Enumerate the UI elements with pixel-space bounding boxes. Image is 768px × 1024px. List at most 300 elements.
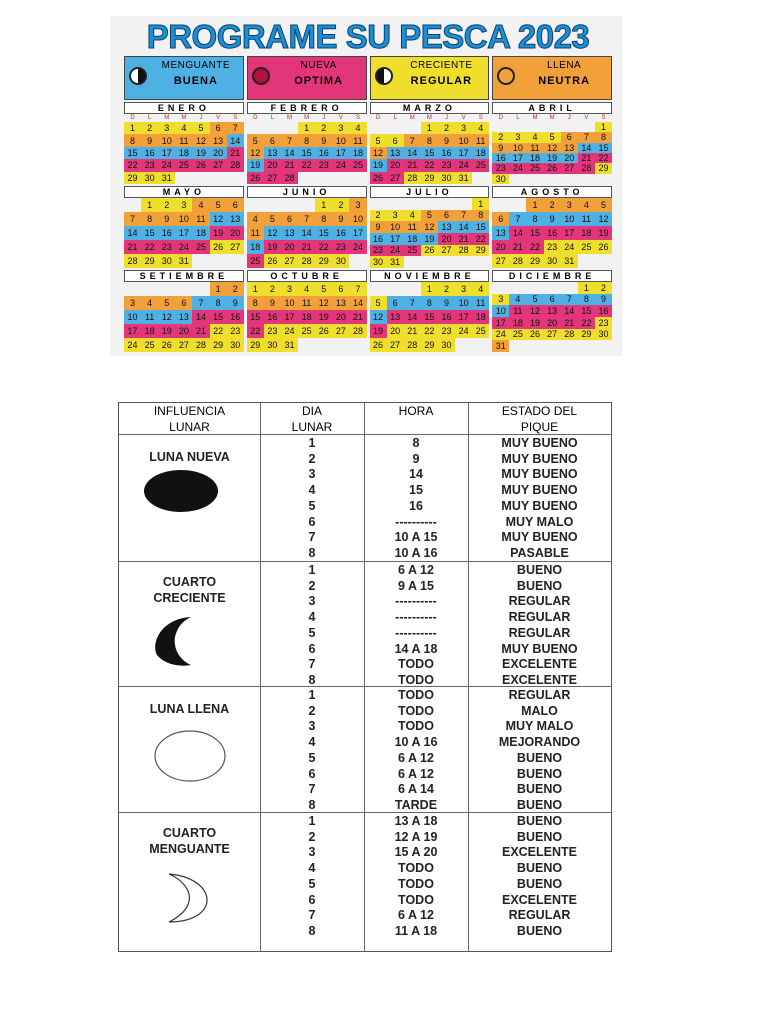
- calendar-day: 14: [578, 143, 595, 153]
- calendar-day: 18: [472, 147, 489, 159]
- lunar-day: 3: [308, 719, 316, 734]
- calendar-day: 12: [595, 212, 612, 226]
- calendar-day: 5: [192, 122, 209, 134]
- legend-rating: REGULAR: [410, 75, 473, 87]
- calendar-day: 23: [315, 159, 332, 171]
- calendar-day: 4: [192, 198, 209, 212]
- calendar-day: 8: [315, 212, 332, 226]
- calendar-day: 1: [526, 198, 543, 212]
- calendar-day: 18: [175, 147, 192, 159]
- weekday-label: D: [375, 115, 381, 121]
- bite-status: MUY MALO: [505, 719, 574, 734]
- calendar-day: 13: [175, 310, 192, 324]
- calendar-empty-cell: [578, 122, 595, 132]
- calendar-day: 19: [192, 147, 209, 159]
- calendar-day: 13: [227, 212, 244, 226]
- new-moon-icon: [252, 67, 270, 85]
- calendar-day: 9: [544, 212, 561, 226]
- calendar-day: 26: [370, 338, 387, 352]
- calendar-day: 1: [298, 122, 315, 134]
- calendar-day: 25: [404, 245, 421, 257]
- calendar-day: 28: [124, 254, 141, 268]
- fishing-hours: 10 A 16: [394, 545, 438, 560]
- calendar-day: 15: [526, 226, 543, 240]
- calendar-day: 24: [281, 324, 298, 338]
- lunar-day: 7: [308, 530, 316, 545]
- full-moon-icon: [152, 728, 228, 784]
- calendar-day: 6: [387, 134, 404, 146]
- calendar-day: 13: [438, 221, 455, 233]
- calendar-day: 25: [349, 159, 366, 171]
- calendar-day: 10: [281, 296, 298, 310]
- calendar-day: 30: [141, 172, 158, 184]
- calendar-day: 6: [544, 294, 561, 306]
- calendar-day: 13: [281, 226, 298, 240]
- calendar-empty-cell: [561, 282, 578, 294]
- calendar-day: 29: [578, 329, 595, 341]
- bite-status: EXCELENTE: [501, 845, 577, 860]
- bite-status: MUY BUENO: [501, 483, 578, 498]
- calendar-day: 2: [332, 198, 349, 212]
- calendar-day: 25: [175, 159, 192, 171]
- calendar-empty-cell: [124, 198, 141, 212]
- calendar-day: 2: [492, 132, 509, 142]
- month-days: [370, 122, 490, 184]
- calendar-day: 27: [264, 172, 281, 184]
- calendar-day: 28: [349, 324, 366, 338]
- calendar-day: 17: [349, 226, 366, 240]
- calendar-day: 22: [298, 159, 315, 171]
- lunar-day: 6: [308, 766, 316, 781]
- calendar-day: 30: [158, 254, 175, 268]
- fishing-hours: TODO: [398, 703, 434, 718]
- calendar-day: 1: [421, 122, 438, 134]
- calendar-day: 11: [526, 143, 543, 153]
- calendar-empty-cell: [595, 254, 612, 268]
- lunar-day: 3: [308, 594, 316, 609]
- calendar-day: 14: [124, 226, 141, 240]
- calendar-day: 23: [492, 163, 509, 173]
- calendar-day: 19: [264, 240, 281, 254]
- calendar-day: 5: [370, 134, 387, 146]
- calendar-day: 29: [526, 254, 543, 268]
- weekday-label: M: [181, 115, 187, 121]
- calendar-day: 2: [370, 210, 387, 222]
- lunar-day: 5: [308, 750, 316, 765]
- calendar-day: 26: [595, 240, 612, 254]
- calendar-empty-cell: [281, 122, 298, 134]
- calendar-day: 28: [404, 172, 421, 184]
- calendar-day: 27: [561, 163, 578, 173]
- bite-status: REGULAR: [508, 688, 571, 702]
- calendar-day: 27: [492, 254, 509, 268]
- fishing-hours: ----------: [395, 514, 437, 529]
- calendar-day: 1: [472, 198, 489, 210]
- calendar-day: 20: [281, 240, 298, 254]
- lunar-day: 1: [308, 814, 316, 828]
- calendar-empty-cell: [561, 174, 578, 184]
- calendar-day: 15: [247, 310, 264, 324]
- fishing-hours: TODO: [398, 876, 434, 891]
- calendar-day: 12: [526, 305, 543, 317]
- calendar-day: 19: [158, 324, 175, 338]
- calendar-day: 18: [192, 226, 209, 240]
- calendar-day: 1: [595, 122, 612, 132]
- legend: [124, 56, 612, 100]
- bite-status: BUENO: [516, 797, 563, 812]
- calendar-day: 16: [332, 226, 349, 240]
- lunar-day: 5: [308, 498, 316, 513]
- calendar-day: 8: [595, 132, 612, 142]
- fishing-hours: 15: [409, 483, 423, 498]
- calendar-day: 8: [578, 294, 595, 306]
- calendar-empty-cell: [158, 282, 175, 296]
- calendar-day: 16: [227, 310, 244, 324]
- fishing-hours: 14 A 18: [394, 641, 438, 656]
- phase-name: LUNA NUEVA: [149, 450, 230, 464]
- legend-item: [492, 56, 612, 100]
- calendar-day: 13: [210, 134, 227, 146]
- calendar-day: 28: [227, 159, 244, 171]
- calendar-day: 26: [247, 172, 264, 184]
- calendar-day: 31: [561, 254, 578, 268]
- calendar-day: 31: [158, 172, 175, 184]
- fishing-hours: 6 A 12: [398, 750, 434, 765]
- calendar-day: 11: [141, 310, 158, 324]
- calendar-day: 26: [210, 240, 227, 254]
- bite-status: REGULAR: [508, 610, 571, 625]
- lunar-day: 7: [308, 657, 316, 672]
- month-name: ENERO: [124, 102, 244, 114]
- lunar-day: 1: [308, 688, 316, 702]
- calendar-day: 17: [492, 317, 509, 329]
- calendar-day: 9: [227, 296, 244, 310]
- weekday-header: [492, 114, 612, 122]
- calendar-day: 11: [247, 226, 264, 240]
- calendar-day: 7: [349, 282, 366, 296]
- calendar-day: 14: [281, 147, 298, 159]
- calendar-empty-cell: [387, 122, 404, 134]
- calendar-day: 9: [332, 212, 349, 226]
- calendar-day: 25: [141, 338, 158, 352]
- calendar-empty-cell: [472, 172, 489, 184]
- calendar-day: 13: [332, 296, 349, 310]
- calendar-empty-cell: [544, 174, 561, 184]
- calendar-empty-cell: [544, 340, 561, 352]
- legend-phase: CRECIENTE: [410, 60, 473, 71]
- month-days: [247, 282, 367, 352]
- calendar-day: 23: [227, 324, 244, 338]
- calendar-day: 5: [526, 294, 543, 306]
- fishing-hours: TODO: [398, 688, 434, 702]
- calendar-day: 18: [578, 226, 595, 240]
- calendar-day: 8: [210, 296, 227, 310]
- calendar-day: 18: [526, 153, 543, 163]
- calendar-day: 25: [298, 324, 315, 338]
- calendar-day: 8: [421, 296, 438, 310]
- fishing-hours: 6 A 14: [398, 782, 434, 797]
- calendar-day: 28: [281, 172, 298, 184]
- calendar-day: 5: [370, 296, 387, 310]
- calendar-day: 2: [438, 282, 455, 296]
- calendar-day: 26: [192, 159, 209, 171]
- calendar-day: 5: [210, 198, 227, 212]
- calendar-empty-cell: [492, 198, 509, 212]
- calendar-day: 5: [247, 134, 264, 146]
- month-name: MAYO: [124, 186, 244, 198]
- calendar-day: 22: [141, 240, 158, 254]
- calendar-day: 17: [455, 147, 472, 159]
- bite-status: BUENO: [516, 782, 563, 797]
- month-name: MARZO: [370, 102, 490, 114]
- phase-name: CUARTO MENGUANTE: [149, 826, 230, 856]
- calendar-empty-cell: [455, 198, 472, 210]
- calendar-empty-cell: [332, 172, 349, 184]
- calendar-day: 12: [544, 143, 561, 153]
- calendar-day: 13: [387, 310, 404, 324]
- fishing-hours: 10 A 16: [394, 735, 438, 750]
- calendar-day: 3: [455, 282, 472, 296]
- calendar-day: 1: [315, 198, 332, 212]
- calendar-day: 28: [455, 245, 472, 257]
- calendar-empty-cell: [210, 172, 227, 184]
- calendar-empty-cell: [370, 198, 387, 210]
- fishing-hours: 13 A 18: [394, 814, 438, 828]
- calendar-day: 27: [387, 338, 404, 352]
- fishing-hours: TODO: [398, 861, 434, 876]
- calendar-day: 6: [175, 296, 192, 310]
- calendar-day: 20: [227, 226, 244, 240]
- calendar-day: 25: [509, 329, 526, 341]
- calendar-day: 6: [210, 122, 227, 134]
- calendar-empty-cell: [175, 282, 192, 296]
- calendar-day: 19: [370, 159, 387, 171]
- calendar-empty-cell: [281, 198, 298, 212]
- calendar-day: 22: [315, 240, 332, 254]
- calendar-day: 20: [561, 153, 578, 163]
- weekday-label: V: [216, 115, 221, 121]
- weekday-label: J: [199, 115, 203, 121]
- bite-status: EXCELENTE: [501, 657, 577, 672]
- calendar-day: 1: [124, 122, 141, 134]
- month-days: [492, 122, 612, 184]
- calendar-day: 10: [387, 221, 404, 233]
- lunar-day: 6: [308, 641, 316, 656]
- calendar-day: 14: [404, 147, 421, 159]
- header-hora: HORA: [398, 404, 434, 418]
- calendar-day: 3: [455, 122, 472, 134]
- calendar-day: 4: [175, 122, 192, 134]
- weekday-label: M: [304, 115, 310, 121]
- calendar-day: 25: [526, 163, 543, 173]
- fishing-hours: 6 A 12: [398, 766, 434, 781]
- calendar-day: 8: [141, 212, 158, 226]
- bite-status: BUENO: [516, 750, 563, 765]
- calendar-day: 29: [210, 338, 227, 352]
- calendar-day: 15: [298, 147, 315, 159]
- calendar-day: 24: [455, 324, 472, 338]
- calendar-day: 27: [175, 338, 192, 352]
- calendar-day: 13: [544, 305, 561, 317]
- calendar-empty-cell: [349, 172, 366, 184]
- legend-phase: MENGUANTE: [161, 60, 231, 71]
- calendar-day: 29: [421, 172, 438, 184]
- calendar-empty-cell: [387, 198, 404, 210]
- calendar-empty-cell: [526, 174, 543, 184]
- calendar-day: 21: [124, 240, 141, 254]
- calendar-day: 30: [544, 254, 561, 268]
- month-name: ABRIL: [492, 102, 612, 114]
- calendar-day: 17: [124, 324, 141, 338]
- fishing-hours: TODO: [398, 892, 434, 907]
- calendar-empty-cell: [210, 254, 227, 268]
- weekday-label: S: [233, 115, 238, 121]
- fishing-hours: 6 A 12: [398, 563, 434, 577]
- calendar-day: 22: [595, 153, 612, 163]
- calendar-day: 11: [404, 221, 421, 233]
- calendar-day: 3: [561, 198, 578, 212]
- lunar-day: 5: [308, 876, 316, 891]
- calendar-day: 28: [404, 338, 421, 352]
- calendar-day: 2: [141, 122, 158, 134]
- lunar-influence-table: [118, 402, 612, 952]
- calendar-empty-cell: [526, 282, 543, 294]
- lunar-day: 6: [308, 892, 316, 907]
- calendar-day: 19: [544, 153, 561, 163]
- calendar-day: 30: [595, 329, 612, 341]
- calendar-day: 21: [404, 159, 421, 171]
- calendar-empty-cell: [298, 338, 315, 352]
- fishing-hours: TODO: [398, 657, 434, 672]
- calendar-empty-cell: [595, 174, 612, 184]
- calendar-day: 14: [404, 310, 421, 324]
- calendar-day: 29: [124, 172, 141, 184]
- first-quarter-moon-icon: [375, 67, 393, 85]
- calendar-day: 13: [264, 147, 281, 159]
- fishing-hours: 12 A 19: [394, 829, 438, 844]
- calendar-day: 16: [492, 153, 509, 163]
- calendar-day: 27: [281, 254, 298, 268]
- calendar-day: 31: [175, 254, 192, 268]
- bite-status: MUY BUENO: [501, 467, 578, 482]
- calendar-day: 12: [421, 221, 438, 233]
- calendar-day: 26: [526, 329, 543, 341]
- calendar-day: 4: [472, 282, 489, 296]
- calendar-day: 26: [315, 324, 332, 338]
- month-block: [124, 102, 244, 184]
- calendar-day: 16: [264, 310, 281, 324]
- calendar-day: 15: [472, 221, 489, 233]
- calendar-day: 6: [387, 296, 404, 310]
- calendar-day: 8: [421, 134, 438, 146]
- calendar-day: 20: [492, 240, 509, 254]
- weekday-label: L: [147, 115, 152, 121]
- calendar-day: 22: [526, 240, 543, 254]
- calendar-day: 15: [421, 310, 438, 324]
- lunar-day: 3: [308, 845, 316, 860]
- calendar-day: 10: [455, 296, 472, 310]
- calendar-day: 21: [509, 240, 526, 254]
- calendar-empty-cell: [578, 254, 595, 268]
- weekday-label: L: [516, 115, 520, 121]
- fishing-calendar: [110, 16, 622, 356]
- fishing-hours: TODO: [398, 719, 434, 734]
- calendar-day: 9: [141, 134, 158, 146]
- calendar-day: 23: [264, 324, 281, 338]
- calendar-day: 5: [421, 210, 438, 222]
- calendar-day: 6: [561, 132, 578, 142]
- calendar-day: 24: [509, 163, 526, 173]
- calendar-day: 9: [370, 221, 387, 233]
- calendar-empty-cell: [492, 282, 509, 294]
- month-days: [124, 282, 244, 352]
- calendar-day: 16: [141, 147, 158, 159]
- calendar-day: 25: [247, 254, 264, 268]
- calendar-day: 7: [578, 132, 595, 142]
- calendar-day: 29: [315, 254, 332, 268]
- calendar-day: 21: [298, 240, 315, 254]
- calendar-day: 7: [561, 294, 578, 306]
- weekday-label: J: [444, 115, 448, 121]
- calendar-day: 15: [595, 143, 612, 153]
- calendar-day: 24: [332, 159, 349, 171]
- calendar-day: 17: [158, 147, 175, 159]
- calendar-day: 5: [315, 282, 332, 296]
- weekday-label: D: [498, 115, 503, 121]
- calendar-day: 17: [332, 147, 349, 159]
- fishing-hours: ----------: [395, 594, 437, 609]
- calendar-day: 6: [281, 212, 298, 226]
- calendar-day: 10: [492, 305, 509, 317]
- calendar-day: 4: [247, 212, 264, 226]
- calendar-day: 11: [509, 305, 526, 317]
- lunar-day: 4: [308, 735, 316, 750]
- calendar-day: 22: [472, 233, 489, 245]
- lunar-day: 3: [308, 467, 316, 482]
- lunar-day: 6: [308, 514, 316, 529]
- calendar-empty-cell: [595, 340, 612, 352]
- calendar-day: 30: [492, 174, 509, 184]
- bite-status: BUENO: [516, 814, 563, 828]
- header-influencia: INFLUENCIA LUNAR: [153, 404, 226, 434]
- month-days: [492, 282, 612, 352]
- calendar-empty-cell: [349, 254, 366, 268]
- fishing-hours: 6 A 12: [398, 908, 434, 923]
- calendar-day: 28: [509, 254, 526, 268]
- calendar-day: 24: [455, 159, 472, 171]
- calendar-day: 21: [227, 147, 244, 159]
- calendar-day: 26: [264, 254, 281, 268]
- calendar-empty-cell: [544, 282, 561, 294]
- calendar-empty-cell: [315, 172, 332, 184]
- calendar-day: 4: [349, 122, 366, 134]
- weekday-label: V: [584, 115, 589, 121]
- calendar-empty-cell: [578, 340, 595, 352]
- calendar-day: 15: [210, 310, 227, 324]
- calendar-day: 18: [404, 233, 421, 245]
- calendar-day: 12: [370, 310, 387, 324]
- calendar-day: 10: [158, 134, 175, 146]
- month-name: SETIEMBRE: [124, 270, 244, 282]
- weekday-label: J: [567, 115, 571, 121]
- calendar-day: 24: [492, 329, 509, 341]
- lunar-day: 5: [308, 625, 316, 640]
- calendar-day: 18: [141, 324, 158, 338]
- legend-phase: NUEVA: [300, 60, 337, 71]
- calendar-day: 31: [455, 172, 472, 184]
- calendar-day: 19: [526, 317, 543, 329]
- lunar-day: 1: [308, 563, 316, 577]
